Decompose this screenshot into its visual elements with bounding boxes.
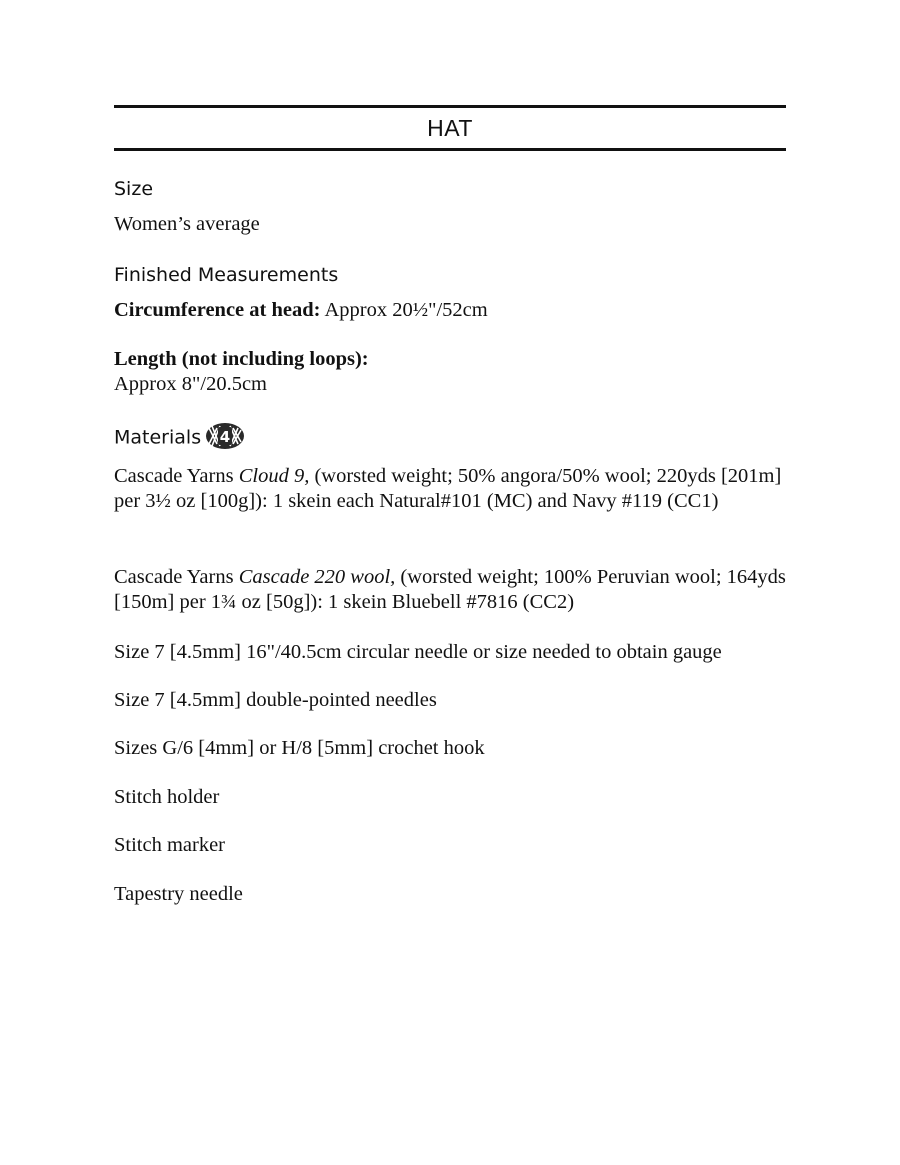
yarn-name: Cascade 220 wool, <box>238 566 396 588</box>
size-heading: Size <box>114 178 154 200</box>
circumference-label: Circumference at head: <box>114 299 321 321</box>
yarn-brand: Cascade Yarns <box>114 465 239 487</box>
length-label: Length (not including loops): <box>114 348 369 370</box>
page-title: HAT <box>427 115 473 141</box>
tool-crochet-hook: Sizes G/6 [4mm] or H/8 [5mm] crochet hook <box>114 737 485 759</box>
yarn-details: (worsted weight; 50% angora/50% wool; 220yds [201m] per 3½ oz [100g]): 1 skein each Natural#101 (MC) and Navy #119 (CC1) <box>114 465 782 512</box>
tool-dpn-needles: Size 7 [4.5mm] double-pointed needles <box>114 689 437 711</box>
length-value: Approx 8"/20.5cm <box>114 373 267 395</box>
materials-heading-row <box>114 424 245 452</box>
tool-stitch-marker: Stitch marker <box>114 834 226 856</box>
length-line <box>114 347 786 397</box>
tool-tapestry-needle: Tapestry needle <box>114 883 243 905</box>
yarn-brand: Cascade Yarns <box>114 566 239 588</box>
yarn-weight-medium-icon <box>205 422 245 450</box>
circumference-line <box>114 298 786 323</box>
finished-measurements-heading: Finished Measurements <box>114 264 339 286</box>
yarn-item-cloud9 <box>114 464 786 514</box>
yarn-details: (worsted weight; 100% Peruvian wool; 164yds [150m] per 1¾ oz [50g]): 1 skein Bluebell #7816 (CC2) <box>114 566 786 613</box>
size-value: Women’s average <box>114 213 260 235</box>
tool-circular-needle: Size 7 [4.5mm] 16"/40.5cm circular needle or size needed to obtain gauge <box>114 641 722 663</box>
materials-heading: Materials <box>114 426 202 449</box>
yarn-name: Cloud 9, <box>238 465 310 487</box>
title-top-rule <box>114 105 786 108</box>
tool-stitch-holder: Stitch holder <box>114 786 220 808</box>
yarn-weight-number: 4 <box>219 428 231 446</box>
yarn-item-cascade220 <box>114 565 786 615</box>
title-bottom-rule <box>114 148 786 151</box>
circumference-value: Approx 20½"/52cm <box>320 299 488 321</box>
